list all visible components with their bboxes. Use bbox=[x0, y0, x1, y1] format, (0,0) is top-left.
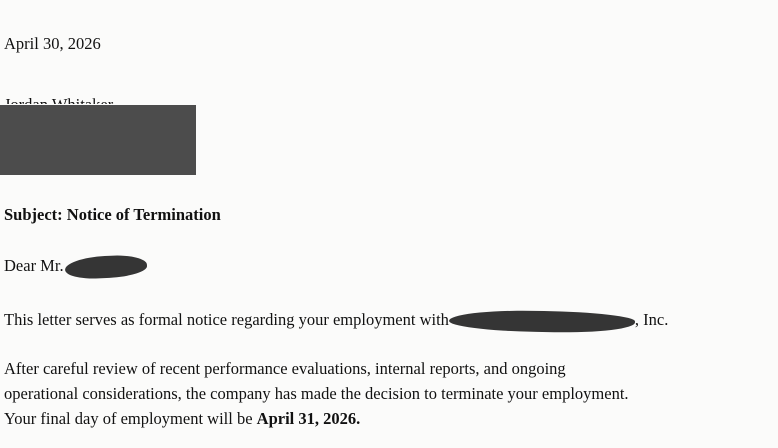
paragraph-2-line-1: After careful review of recent performance evaluations, internal reports, and ongoing bbox=[4, 359, 566, 378]
final-day-label: Your final day of employment will be bbox=[4, 409, 257, 428]
greeting bbox=[4, 256, 147, 278]
greeting-prefix: Dear Mr. bbox=[4, 256, 64, 275]
company-suffix: , Inc. bbox=[634, 310, 669, 329]
paragraph-2-line-3 bbox=[4, 409, 360, 429]
company-name-redaction bbox=[449, 309, 635, 333]
paragraph-1-text: This letter serves as formal notice regarding your employment with bbox=[4, 310, 449, 329]
letter-date: April 30, 2026 bbox=[4, 34, 101, 53]
subject-line: Subject: Notice of Termination bbox=[4, 205, 221, 224]
paragraph-employment-notice bbox=[4, 310, 668, 332]
final-day-date: April 31, 2026. bbox=[256, 409, 361, 428]
name-redaction bbox=[64, 254, 147, 280]
paragraph-2-line-2: operational considerations, the company has made the decision to terminate your employment. bbox=[4, 384, 629, 403]
recipient-address-redaction bbox=[0, 105, 196, 175]
